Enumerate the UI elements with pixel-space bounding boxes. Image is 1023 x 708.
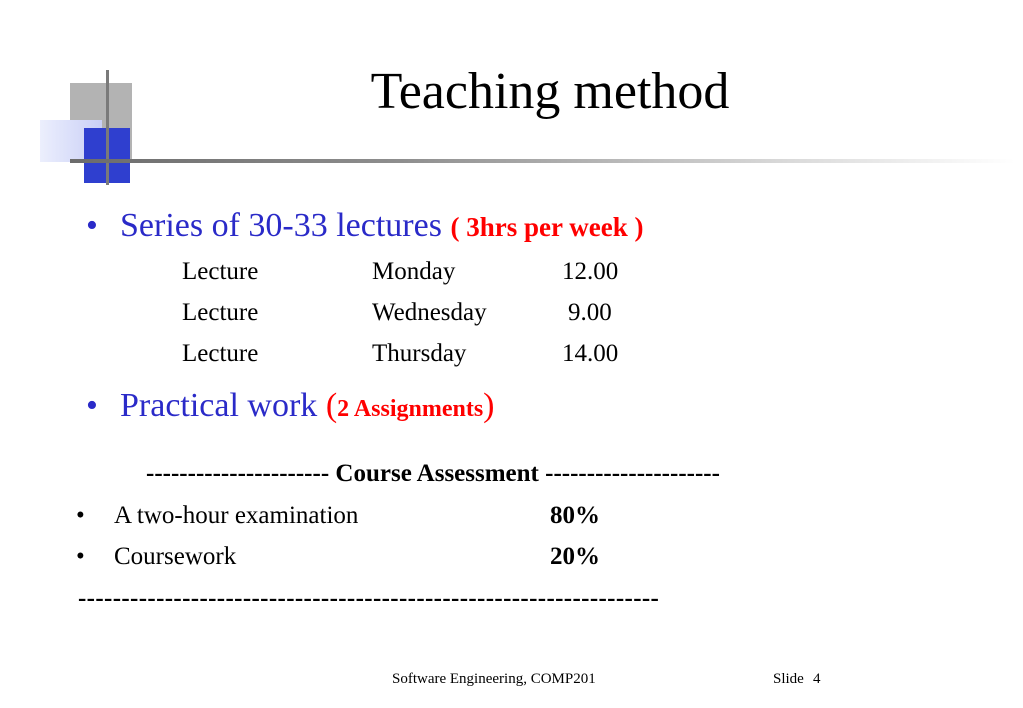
- schedule-day: Monday: [372, 258, 456, 285]
- schedule-row-2: [0, 297, 1023, 329]
- schedule-time: 9.00: [568, 299, 612, 326]
- bullet-dot: •: [86, 207, 98, 244]
- bullet-dot: •: [76, 543, 85, 570]
- bullet-lectures: [86, 206, 643, 247]
- schedule-time: 12.00: [562, 258, 619, 285]
- schedule-day: Thursday: [372, 340, 467, 367]
- assessment-footer-rule: -------------------------------------------------------------------: [78, 585, 660, 612]
- logo-vertical-line: [106, 70, 109, 185]
- assessment-item: [0, 500, 1023, 532]
- bullet-practical-note: (2 Assignments): [325, 387, 495, 424]
- schedule-row-1: [0, 256, 1023, 288]
- bullet-dot: •: [86, 387, 98, 424]
- schedule-time: 14.00: [562, 340, 619, 367]
- bullet-practical-text: Practical work: [120, 387, 318, 424]
- schedule-type: Lecture: [182, 258, 259, 285]
- schedule-row-3: [0, 338, 1023, 370]
- assessment-label: Coursework: [114, 543, 237, 570]
- footer-slide-label: Slide: [773, 671, 804, 687]
- bullet-practical: [86, 386, 495, 429]
- bullet-lectures-note: ( 3hrs per week ): [450, 212, 644, 242]
- slide-title: Teaching method: [370, 63, 730, 120]
- assessment-header: ---------------------- Course Assessment ---------------------: [146, 460, 720, 487]
- assessment-weight: 80%: [550, 502, 600, 529]
- bullet-dot: •: [76, 502, 85, 529]
- footer-slide-number: 4: [813, 671, 821, 687]
- title-underline-rule: [70, 159, 1015, 163]
- assessment-item: [0, 541, 1023, 573]
- bullet-lectures-text: Series of 30-33 lectures: [120, 207, 442, 244]
- schedule-type: Lecture: [182, 299, 259, 326]
- assessment-label: A two-hour examination: [114, 502, 359, 529]
- schedule-type: Lecture: [182, 340, 259, 367]
- assessment-weight: 20%: [550, 543, 600, 570]
- footer-course: Software Engineering, COMP201: [392, 671, 596, 687]
- schedule-day: Wednesday: [372, 299, 487, 326]
